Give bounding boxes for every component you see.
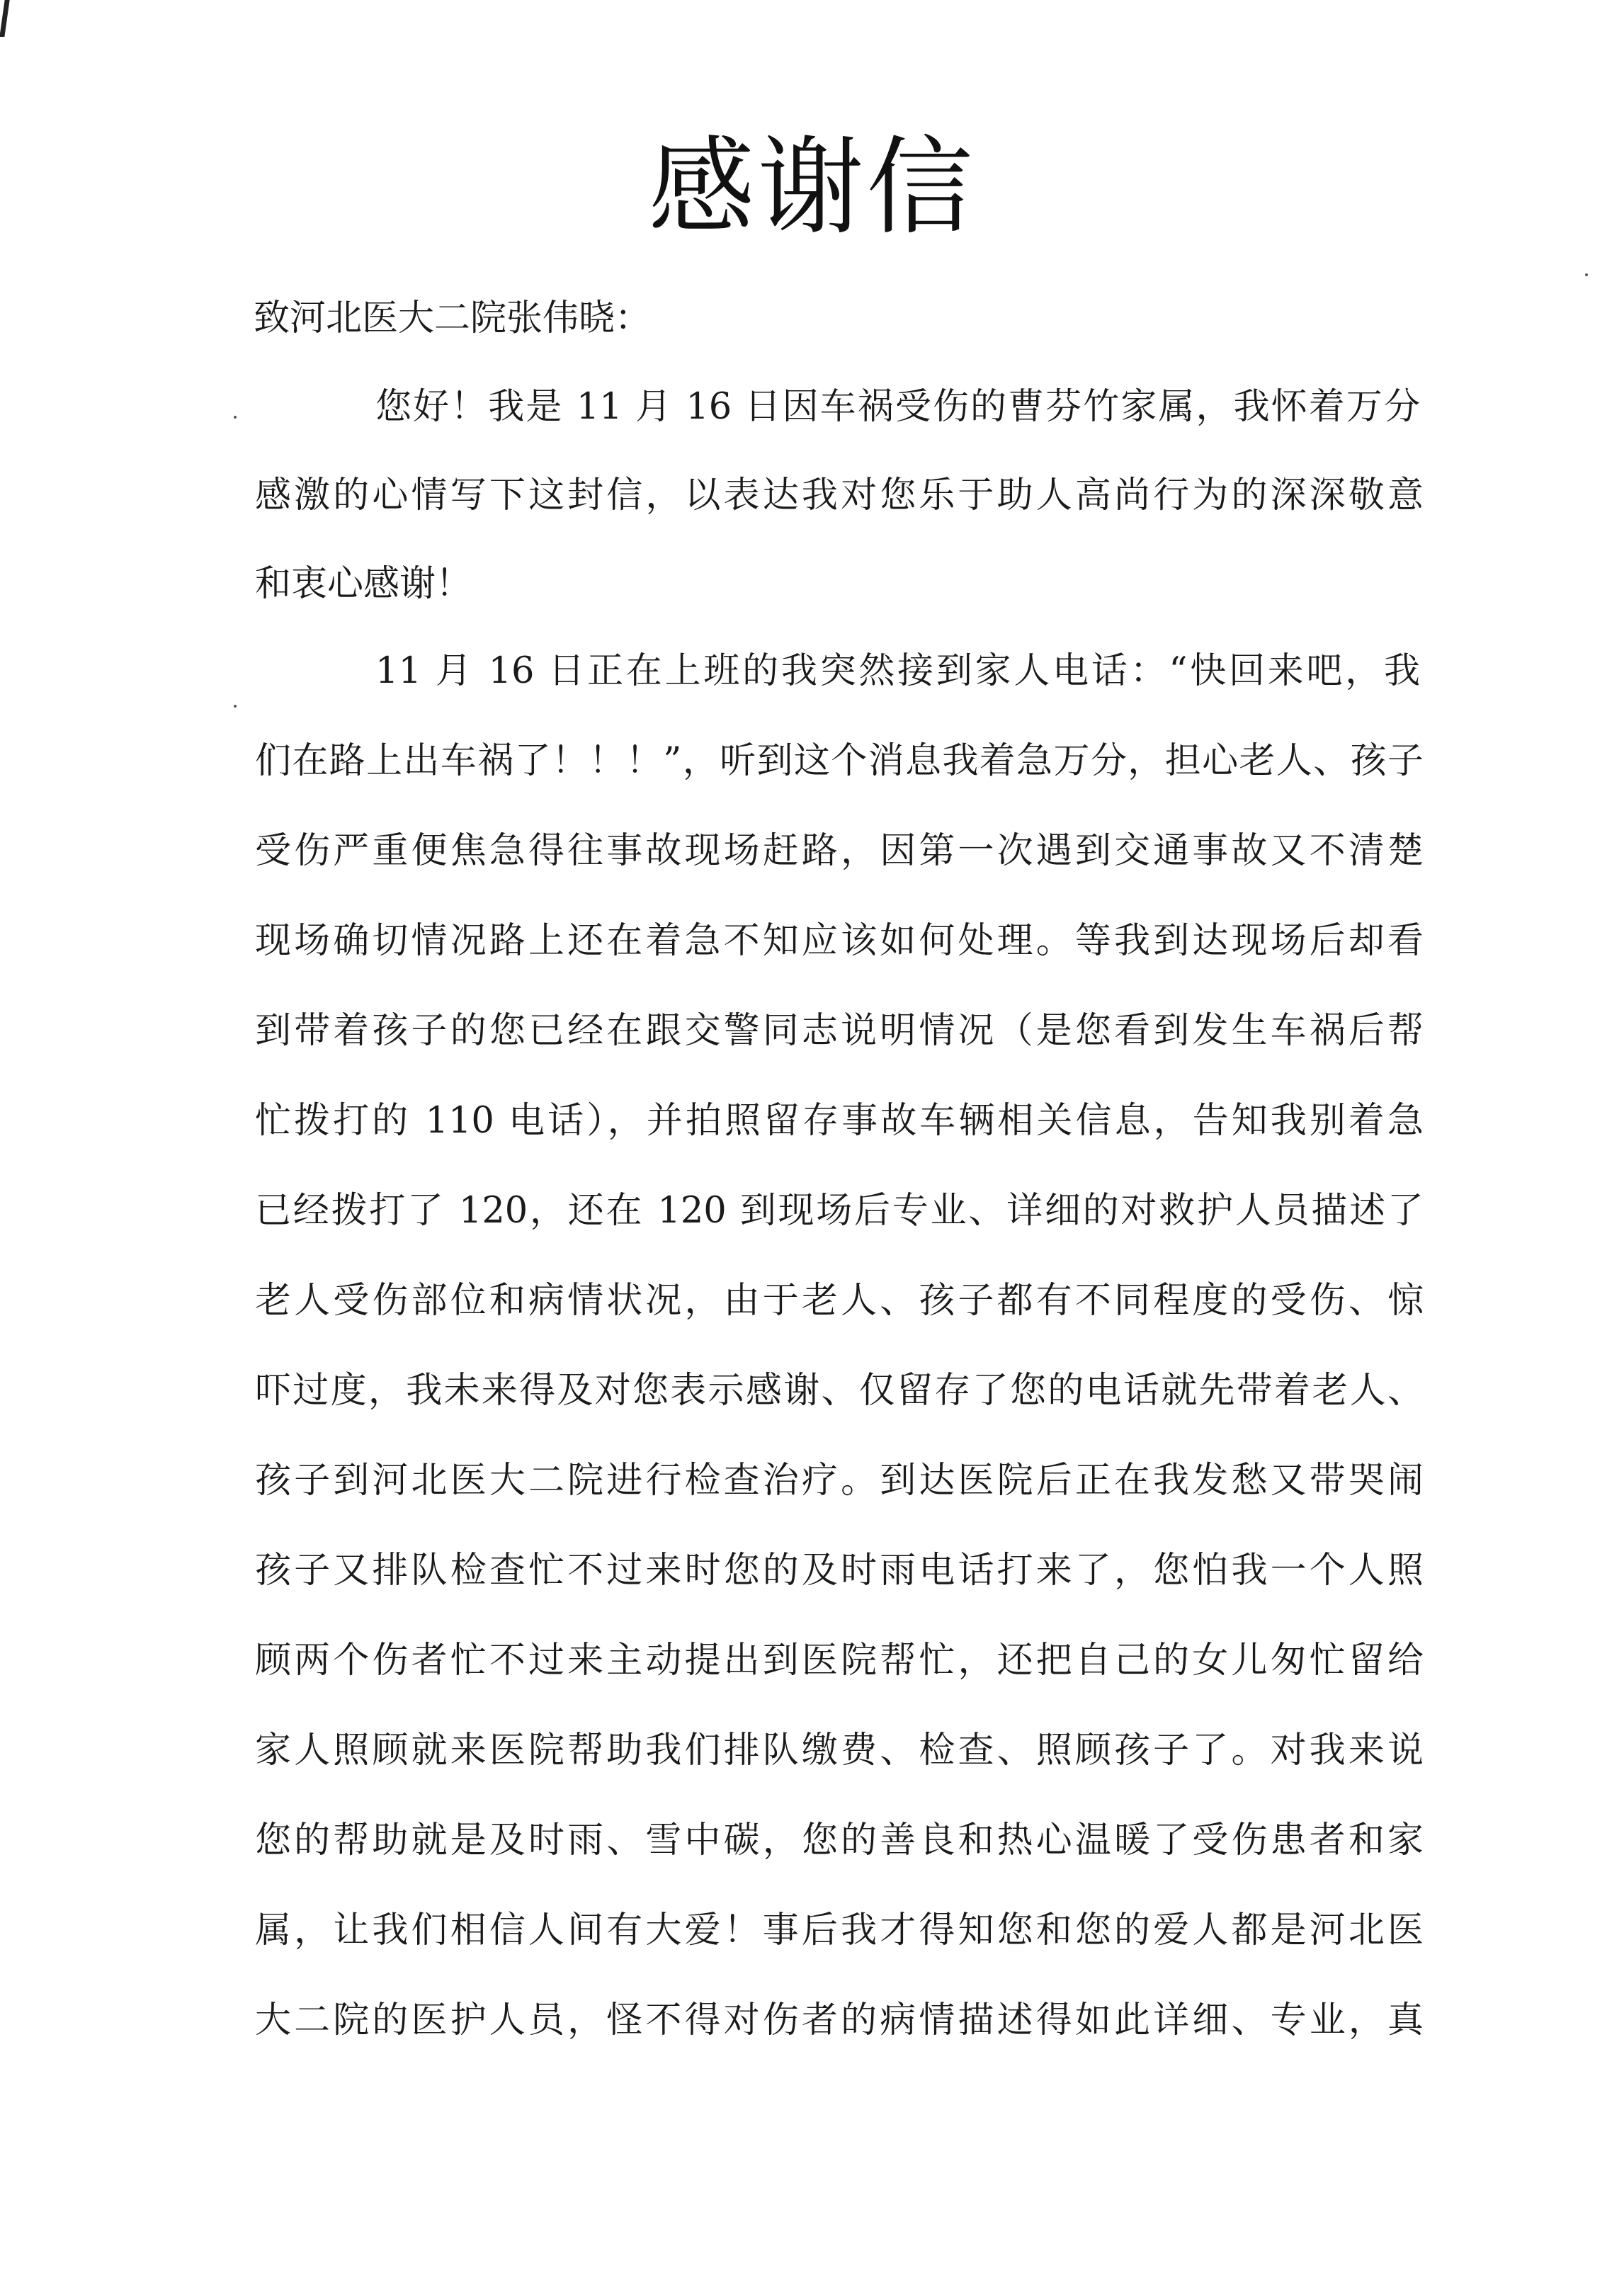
paragraph-2-line: 大二院的医护人员，怪不得对伤者的病情描述得如此详细、专业，真 <box>255 1999 1424 2041</box>
paragraph-2-line: 老人受伤部位和病情状况，由于老人、孩子都有不同程度的受伤、惊 <box>255 1280 1424 1322</box>
paragraph-1-line: 您好！我是 11 月 16 日因车祸受伤的曹芬竹家属，我怀着万分 <box>375 386 1420 428</box>
paragraph-2-line: 吓过度，我未来得及对您表示感谢、仅留存了您的电话就先带着老人、 <box>255 1370 1424 1412</box>
paragraph-2-line: 到带着孩子的您已经在跟交警同志说明情况（是您看到发生车祸后帮 <box>255 1010 1424 1052</box>
paragraph-2-line: 现场确切情况路上还在着急不知应该如何处理。等我到达现场后却看 <box>255 920 1424 962</box>
paragraph-2-line: 受伤严重便焦急得往事故现场赶路，因第一次遇到交通事故又不清楚 <box>255 830 1424 872</box>
paragraph-2-line: 家人照顾就来医院帮助我们排队缴费、检查、照顾孩子了。对我来说 <box>255 1730 1424 1771</box>
paragraph-2-line: 您的帮助就是及时雨、雪中碳，您的善良和热心温暖了受伤患者和家 <box>255 1820 1424 1861</box>
scan-mark <box>0 0 10 37</box>
scan-speck <box>1585 273 1588 276</box>
letter-title: 感谢信 <box>648 126 976 249</box>
paragraph-1-line: 和衷心感谢！ <box>255 563 472 605</box>
paragraph-2-line: 们在路上出车祸了！！！”，听到这个消息我着急万分，担心老人、孩子 <box>255 740 1424 782</box>
paragraph-2-line: 忙拨打的 110 电话），并拍照留存事故车辆相关信息，告知我别着急 <box>255 1100 1424 1142</box>
scan-speck <box>234 705 237 708</box>
paragraph-2-line: 属，让我们相信人间有大爱！事后我才得知您和您的爱人都是河北医 <box>255 1910 1424 1951</box>
paragraph-2-line: 已经拨打了 120，还在 120 到现场后专业、详细的对救护人员描述了 <box>255 1190 1424 1232</box>
paragraph-2-line: 孩子到河北医大二院进行检查治疗。到达医院后正在我发愁又带哭闹 <box>255 1460 1424 1502</box>
paragraph-1-line: 感激的心情写下这封信，以表达我对您乐于助人高尚行为的深深敬意 <box>255 475 1424 516</box>
paragraph-2-line: 孩子又排队检查忙不过来时您的及时雨电话打来了，您怕我一个人照 <box>255 1550 1424 1592</box>
letter-salutation: 致河北医大二院张伟晓： <box>254 297 652 339</box>
paragraph-2-line: 11 月 16 日正在上班的我突然接到家人电话：“快回来吧，我 <box>375 650 1420 692</box>
paragraph-2-line: 顾两个伤者忙不过来主动提出到医院帮忙，还把自己的女儿匆忙留给 <box>255 1640 1424 1681</box>
scan-speck <box>234 416 237 419</box>
